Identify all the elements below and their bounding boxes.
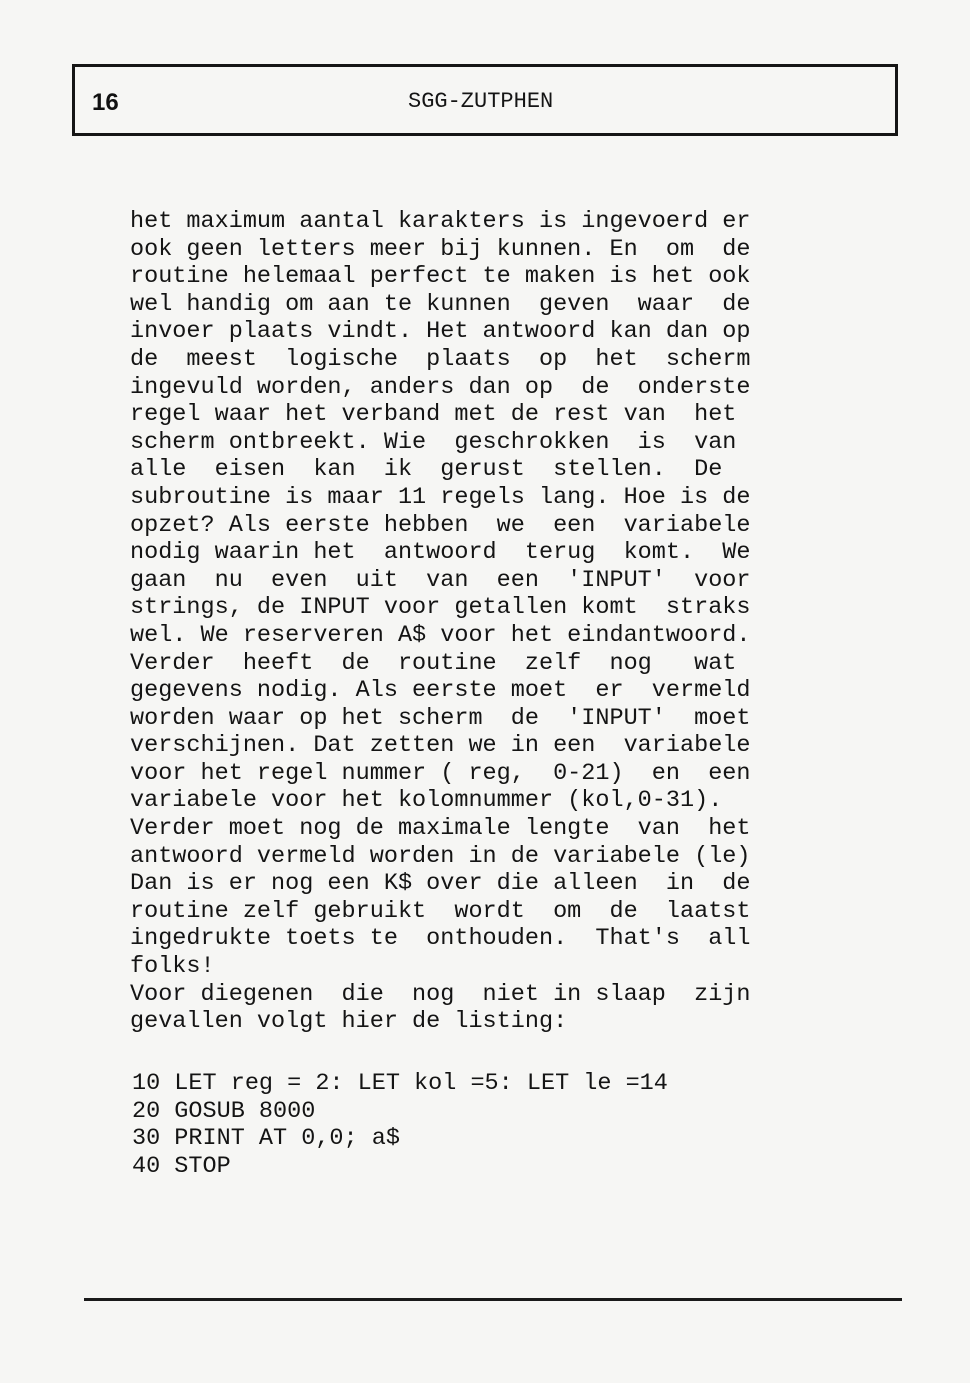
- body-line: Verder heeft de routine zelf nog wat: [130, 649, 737, 677]
- body-line: ook geen letters meer bij kunnen. En om de: [130, 235, 751, 263]
- footer-rule: [84, 1298, 902, 1301]
- body-line: gegevens nodig. Als eerste moet er vermeld: [130, 677, 751, 705]
- body-line: gaan nu even uit van een 'INPUT' voor: [130, 566, 751, 594]
- body-line: nodig waarin het antwoord terug komt. We: [130, 539, 751, 567]
- body-line: folks!: [130, 953, 215, 981]
- body-line: routine helemaal perfect te maken is het ook: [130, 263, 751, 291]
- body-line: opzet? Als eerste hebben we een variabele: [130, 511, 751, 539]
- body-line: strings, de INPUT voor getallen komt straks: [130, 594, 751, 622]
- header-title: SGG-ZUTPHEN: [408, 89, 554, 114]
- body-line: invoer plaats vindt. Het antwoord kan dan op: [130, 318, 751, 346]
- body-line: regel waar het verband met de rest van het: [130, 401, 737, 429]
- body-line: Voor diegenen die nog niet in slaap zijn: [130, 980, 751, 1008]
- body-line: ingevuld worden, anders dan op de onderste: [130, 373, 751, 401]
- code-line: 30 PRINT AT 0,0; a$: [132, 1125, 400, 1153]
- body-line: de meest logische plaats op het scherm: [130, 345, 751, 373]
- body-line: gevallen volgt hier de listing:: [130, 1008, 568, 1036]
- body-line: worden waar op het scherm de 'INPUT' moet: [130, 704, 751, 732]
- body-line: verschijnen. Dat zetten we in een variabele: [130, 732, 751, 760]
- body-line: subroutine is maar 11 regels lang. Hoe is de: [130, 483, 751, 511]
- page-number: 16: [92, 89, 119, 116]
- body-line: Dan is er nog een K$ over die alleen in de: [130, 870, 751, 898]
- body-line: het maximum aantal karakters is ingevoerd er: [130, 208, 751, 235]
- code-line: 20 GOSUB 8000: [132, 1097, 316, 1125]
- body-line: antwoord vermeld worden in de variabele (le): [130, 842, 751, 870]
- body-line: routine zelf gebruikt wordt om de laatst: [130, 897, 751, 925]
- body-line: Verder moet nog de maximale lengte van het: [130, 815, 751, 843]
- body-line: variabele voor het kolomnummer (kol,0-31).: [130, 787, 723, 815]
- body-line: voor het regel nummer ( reg, 0-21) en een: [130, 759, 751, 787]
- body-line: wel. We reserveren A$ voor het eindantwoord.: [130, 621, 751, 649]
- body-line: scherm ontbreekt. Wie geschrokken is van: [130, 428, 737, 456]
- body-line: ingedrukte toets te onthouden. That's all: [130, 925, 751, 953]
- body-text: [130, 208, 870, 1036]
- body-line: alle eisen kan ik gerust stellen. De: [130, 456, 723, 484]
- body-line: wel handig om aan te kunnen geven waar de: [130, 290, 751, 318]
- code-line: 10 LET reg = 2: LET kol =5: LET le =14: [132, 1070, 668, 1097]
- code-line: 40 STOP: [132, 1152, 231, 1180]
- code-listing: [132, 1070, 832, 1180]
